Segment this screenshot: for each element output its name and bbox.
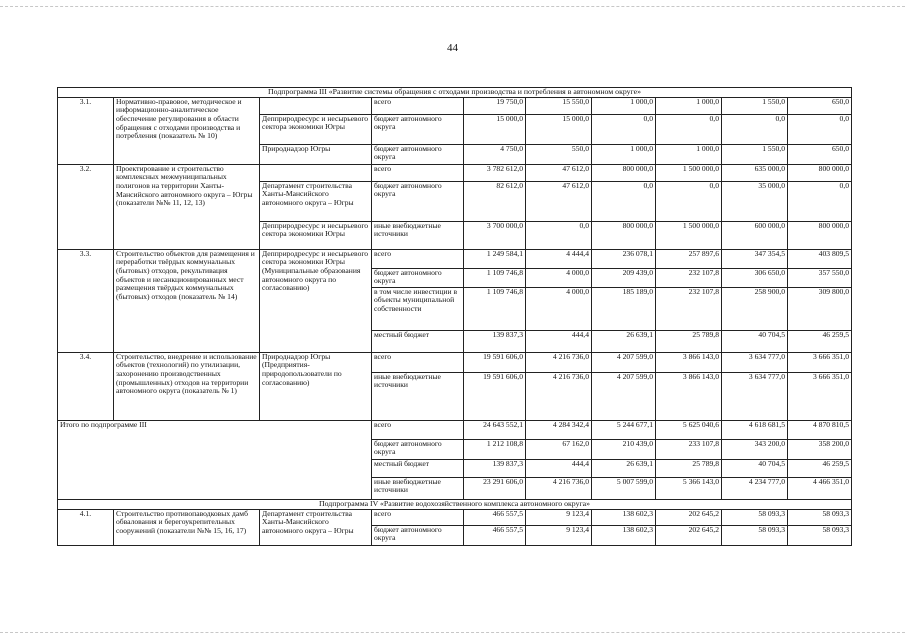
page-number: 44 [447, 42, 458, 54]
value-year-5: 357 550,0 [788, 268, 852, 287]
value-year-5: 3 666 351,0 [788, 352, 852, 372]
value-year-5: 58 093,3 [788, 509, 852, 525]
value-year-1: 0,0 [526, 221, 592, 249]
value-year-5: 800 000,0 [788, 164, 852, 181]
value-total: 15 000,0 [464, 114, 526, 144]
subprogram-4-title: Подпрограмма IV «Развитие водохозяйственного комплекса автономного округа» [58, 499, 852, 509]
value-total: 139 837,3 [464, 330, 526, 352]
value-total: 23 291 606,0 [464, 477, 526, 499]
value-year-4: 258 900,0 [722, 287, 788, 330]
value-year-3: 25 789,8 [656, 459, 722, 477]
value-year-1: 47 612,0 [526, 164, 592, 181]
value-total: 466 557,5 [464, 509, 526, 525]
value-year-1: 4 000,0 [526, 268, 592, 287]
value-total: 19 591 606,0 [464, 352, 526, 372]
value-year-1: 444,4 [526, 330, 592, 352]
source-cell: всего [372, 352, 464, 372]
source-cell: всего [372, 164, 464, 181]
value-year-5: 358 200,0 [788, 439, 852, 459]
value-total: 1 109 746,8 [464, 268, 526, 287]
value-year-5: 4 870 810,5 [788, 420, 852, 439]
source-cell: местный бюджет [372, 459, 464, 477]
value-year-5: 46 259,5 [788, 459, 852, 477]
value-total: 1 109 746,8 [464, 287, 526, 330]
value-year-4: 58 093,3 [722, 509, 788, 525]
table-row [58, 164, 852, 181]
value-year-2: 209 439,0 [592, 268, 656, 287]
source-cell: всего [372, 249, 464, 268]
source-cell: всего [372, 420, 464, 439]
table-row [58, 352, 852, 372]
row-number: 3.2. [58, 164, 114, 249]
value-total: 139 837,3 [464, 459, 526, 477]
value-year-1: 444,4 [526, 459, 592, 477]
value-year-2: 1 000,0 [592, 144, 656, 164]
value-year-4: 1 550,0 [722, 144, 788, 164]
value-year-5: 46 259,5 [788, 330, 852, 352]
value-year-2: 26 639,1 [592, 330, 656, 352]
source-cell: местный бюджет [372, 330, 464, 352]
executor-cell: Департамент строительства Ханты-Мансийского автономного округа – Югры [260, 509, 372, 545]
value-year-5: 800 000,0 [788, 221, 852, 249]
value-year-2: 210 439,0 [592, 439, 656, 459]
value-year-3: 5 625 040,6 [656, 420, 722, 439]
value-total: 466 557,5 [464, 525, 526, 545]
value-year-3: 3 866 143,0 [656, 352, 722, 372]
value-year-3: 232 107,8 [656, 268, 722, 287]
value-year-1: 15 550,0 [526, 97, 592, 114]
value-year-4: 1 550,0 [722, 97, 788, 114]
value-year-1: 15 000,0 [526, 114, 592, 144]
value-year-1: 4 216 736,0 [526, 372, 592, 420]
row-number: 3.1. [58, 97, 114, 164]
value-year-2: 138 602,3 [592, 509, 656, 525]
row-number: 3.4. [58, 352, 114, 420]
executor-cell: Природнадзор Югры [260, 144, 372, 164]
row-number: 4.1. [58, 509, 114, 545]
table-row [58, 249, 852, 268]
value-year-2: 4 207 599,0 [592, 372, 656, 420]
source-cell: бюджет автономного округа [372, 268, 464, 287]
value-year-4: 3 634 777,0 [722, 352, 788, 372]
source-cell: иные внебюджетные источники [372, 221, 464, 249]
value-year-5: 3 666 351,0 [788, 372, 852, 420]
table-row [58, 509, 852, 525]
value-year-5: 0,0 [788, 114, 852, 144]
source-cell: иные внебюджетные источники [372, 477, 464, 499]
source-cell: бюджет автономного округа [372, 114, 464, 144]
source-cell: бюджет автономного округа [372, 181, 464, 221]
value-year-3: 1 000,0 [656, 144, 722, 164]
subprogram-3-title: Подпрограмма III «Развитие системы обращения с отходами производства и потребления в автономном округе» [58, 88, 852, 98]
source-cell: бюджет автономного округа [372, 439, 464, 459]
activity-name: Строительство объектов для размещения и переработки твёрдых коммунальных (бытовых) отходов, рекультивация объектов и несанкционированных мест размещения твёрдых коммунальных (бытовых) отходов (показатель № 14) [114, 249, 260, 352]
source-cell: всего [372, 97, 464, 114]
value-year-5: 4 466 351,0 [788, 477, 852, 499]
value-year-1: 4 216 736,0 [526, 477, 592, 499]
value-year-5: 309 800,0 [788, 287, 852, 330]
value-year-4: 4 618 681,5 [722, 420, 788, 439]
value-year-5: 650,0 [788, 144, 852, 164]
executor-cell: Департамент строительства Ханты-Мансийского автономного округа – Югры [260, 181, 372, 221]
value-year-3: 232 107,8 [656, 287, 722, 330]
value-year-3: 0,0 [656, 181, 722, 221]
value-year-1: 4 444,4 [526, 249, 592, 268]
value-year-3: 202 645,2 [656, 525, 722, 545]
value-year-4: 347 354,5 [722, 249, 788, 268]
value-total: 1 212 108,8 [464, 439, 526, 459]
subprogram-header-row [58, 88, 852, 98]
executor-cell [260, 97, 372, 114]
value-total: 19 750,0 [464, 97, 526, 114]
subprogram-total-label: Итого по подпрограмме III [58, 420, 372, 499]
value-total: 19 591 606,0 [464, 372, 526, 420]
value-total: 4 750,0 [464, 144, 526, 164]
value-year-3: 1 500 000,0 [656, 221, 722, 249]
value-year-1: 9 123,4 [526, 525, 592, 545]
value-year-1: 4 000,0 [526, 287, 592, 330]
executor-cell: Депприродресурс и несырьевого сектора экономики Югры [260, 221, 372, 249]
value-total: 82 612,0 [464, 181, 526, 221]
value-year-5: 0,0 [788, 181, 852, 221]
value-year-2: 5 007 599,0 [592, 477, 656, 499]
value-year-1: 67 162,0 [526, 439, 592, 459]
value-year-3: 1 500 000,0 [656, 164, 722, 181]
scan-artifact-bottom [0, 632, 905, 634]
value-year-1: 4 284 342,4 [526, 420, 592, 439]
value-year-3: 0,0 [656, 114, 722, 144]
executor-cell: Депприродресурс и несырьевого сектора экономики Югры [260, 114, 372, 144]
value-year-3: 3 866 143,0 [656, 372, 722, 420]
value-year-3: 257 897,6 [656, 249, 722, 268]
value-year-3: 1 000,0 [656, 97, 722, 114]
program-table [57, 87, 852, 546]
value-year-1: 9 123,4 [526, 509, 592, 525]
value-year-3: 5 366 143,0 [656, 477, 722, 499]
value-year-4: 343 200,0 [722, 439, 788, 459]
activity-name: Проектирование и строительство комплексных межмуниципальных полигонов на территории Ханты-Мансийского автономного округа – Югры (показатели №№ 11, 12, 13) [114, 164, 260, 249]
source-cell: бюджет автономного округа [372, 525, 464, 545]
value-total: 3 700 000,0 [464, 221, 526, 249]
executor-cell: Депприродресурс и несырьевого сектора экономики Югры (Муниципальные образования автономного округа по согласованию) [260, 249, 372, 352]
value-year-2: 0,0 [592, 114, 656, 144]
value-year-2: 800 000,0 [592, 164, 656, 181]
value-year-2: 5 244 677,1 [592, 420, 656, 439]
value-year-2: 800 000,0 [592, 221, 656, 249]
value-year-4: 4 234 777,0 [722, 477, 788, 499]
value-year-2: 138 602,3 [592, 525, 656, 545]
source-cell: в том числе инвестиции в объекты муниципальной собственности [372, 287, 464, 330]
value-year-4: 0,0 [722, 114, 788, 144]
value-year-2: 26 639,1 [592, 459, 656, 477]
activity-name: Нормативно-правовое, методическое и информационно-аналитическое обеспечение регулирования в области обращения с отходами производства и потребления (показатель № 10) [114, 97, 260, 164]
value-year-1: 550,0 [526, 144, 592, 164]
value-year-4: 40 704,5 [722, 330, 788, 352]
value-year-5: 403 809,5 [788, 249, 852, 268]
value-year-4: 635 000,0 [722, 164, 788, 181]
value-year-2: 0,0 [592, 181, 656, 221]
value-total: 1 249 584,1 [464, 249, 526, 268]
subprogram-header-row [58, 499, 852, 509]
source-cell: иные внебюджетные источники [372, 372, 464, 420]
value-year-4: 40 704,5 [722, 459, 788, 477]
activity-name: Строительство, внедрение и использование объектов (технологий) по утилизации, захоронению производственных (промышленных) отходов на территории автономного округа (показатель № 1) [114, 352, 260, 420]
total-row [58, 420, 852, 439]
value-year-2: 236 078,1 [592, 249, 656, 268]
row-number: 3.3. [58, 249, 114, 352]
value-year-1: 47 612,0 [526, 181, 592, 221]
value-year-4: 35 000,0 [722, 181, 788, 221]
value-year-2: 185 189,0 [592, 287, 656, 330]
scan-artifact-top [0, 6, 905, 8]
value-year-3: 202 645,2 [656, 509, 722, 525]
value-year-4: 600 000,0 [722, 221, 788, 249]
value-year-4: 306 650,0 [722, 268, 788, 287]
value-year-2: 4 207 599,0 [592, 352, 656, 372]
executor-cell [260, 164, 372, 181]
value-year-1: 4 216 736,0 [526, 352, 592, 372]
executor-cell: Природнадзор Югры (Предприятия-природопользователи по согласованию) [260, 352, 372, 420]
value-year-2: 1 000,0 [592, 97, 656, 114]
value-year-5: 650,0 [788, 97, 852, 114]
value-year-4: 58 093,3 [722, 525, 788, 545]
source-cell: бюджет автономного округа [372, 144, 464, 164]
table-row [58, 97, 852, 114]
value-year-5: 58 093,3 [788, 525, 852, 545]
activity-name: Строительство противопаводковых дамб обвалования и берегоукрепительных сооружений (показатели №№ 15, 16, 17) [114, 509, 260, 545]
value-total: 3 782 612,0 [464, 164, 526, 181]
value-year-4: 3 634 777,0 [722, 372, 788, 420]
value-total: 24 643 552,1 [464, 420, 526, 439]
source-cell: всего [372, 509, 464, 525]
value-year-3: 233 107,8 [656, 439, 722, 459]
value-year-3: 25 789,8 [656, 330, 722, 352]
